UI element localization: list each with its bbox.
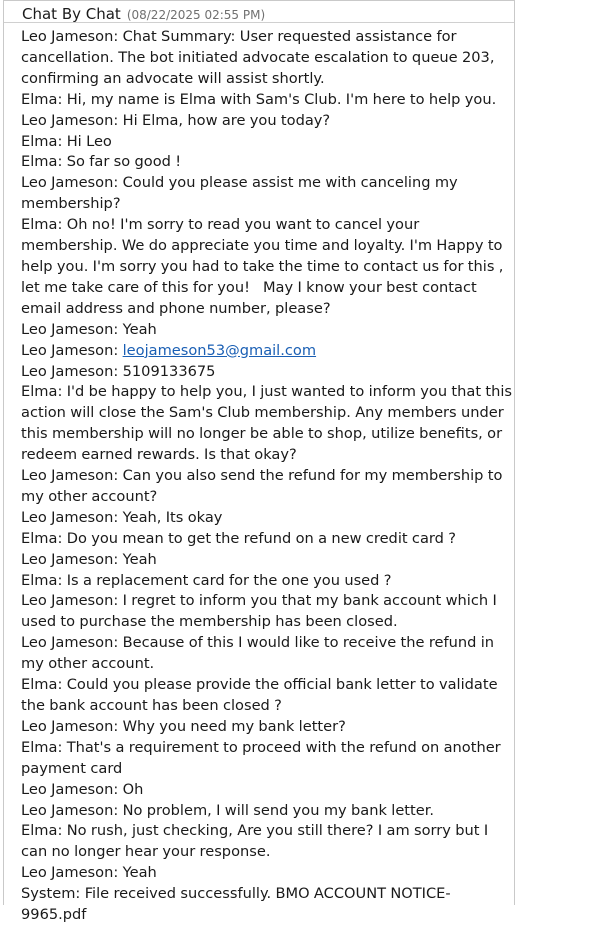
message-text: No problem, I will send you my bank letter. — [122, 801, 435, 819]
chat-message: Elma: That's a requirement to proceed with the refund on another payment card — [21, 738, 506, 777]
message-speaker: Leo Jameson — [21, 634, 114, 652]
chat-message: System: File received successfully. BMO ACCOUNT NOTICE-9965.pdf — [21, 885, 451, 924]
message-speaker: Leo Jameson — [21, 320, 114, 338]
chat-message: Elma: Could you please provide the official bank letter to validate the bank account has been closed ? — [21, 676, 502, 714]
chat-message: Elma: No rush, just checking, Are you still there? I am sorry but I can no longer hear your response. — [21, 822, 493, 861]
message-text: Could you please assist me with canceling my membership? — [21, 174, 463, 213]
message-text: 5109133675 — [122, 362, 216, 380]
chat-message: Leo Jameson: I regret to inform you that my bank account which I used to purchase the membership has been closed. — [21, 592, 502, 631]
message-text: Why you need my bank letter? — [122, 717, 346, 735]
chat-message: Leo Jameson: 5109133675 — [21, 362, 216, 380]
message-speaker: Leo Jameson — [21, 550, 114, 568]
message-text: Can you also send the refund for my membership to my other account? — [21, 467, 507, 505]
message-text: That's a requirement to proceed with the refund on another payment card — [21, 738, 506, 777]
message-text: I'd be happy to help you, I just wanted to inform you that this action will close the Sam's Club membership. Any members under this membership will no longer be able to shop, utilize benefits, or redeem earned rewards. Is that okay? — [21, 383, 517, 464]
message-speaker: Leo Jameson — [21, 362, 114, 380]
chat-message-list — [21, 27, 517, 926]
message-text: Yeah — [122, 550, 157, 568]
message-speaker: Elma — [21, 529, 58, 547]
message-speaker: Leo Jameson — [21, 780, 114, 798]
chat-message: Leo Jameson: Chat Summary: User requested assistance for cancellation. The bot initiated advocate escalation to queue 203, confirming an advocate will assist shortly. — [21, 28, 499, 87]
message-speaker: Elma — [21, 90, 58, 108]
message-speaker: Leo Jameson — [21, 28, 114, 45]
message-text: Yeah — [122, 320, 157, 338]
message-text: Yeah, Its okay — [122, 508, 223, 526]
message-speaker: Leo Jameson — [21, 508, 114, 526]
message-text: Because of this I would like to receive the refund in my other account. — [21, 634, 499, 673]
chat-transcript-panel — [3, 0, 517, 924]
message-text: Hi Elma, how are you today? — [122, 111, 331, 129]
message-speaker: Leo Jameson — [21, 864, 114, 882]
message-speaker: Leo Jameson — [21, 111, 114, 129]
chat-message: Elma: So far so good ! — [21, 153, 182, 171]
message-text: Yeah — [122, 864, 157, 882]
chat-message: Leo Jameson: Because of this I would like to receive the refund in my other account. — [21, 634, 499, 673]
message-text: Could you please provide the official bank letter to validate the bank account has been closed ? — [21, 676, 502, 714]
message-text: So far so good ! — [66, 153, 182, 171]
chat-message: Leo Jameson: Hi Elma, how are you today? — [21, 111, 331, 129]
chat-message: Leo Jameson: Yeah — [21, 320, 157, 338]
message-text: Chat Summary: User requested assistance for cancellation. The bot initiated advocate escalation to queue 203, confirming an advocate will assist shortly. — [21, 28, 499, 87]
message-speaker: Leo Jameson — [21, 341, 114, 359]
message-speaker: Elma — [21, 822, 58, 840]
chat-message: Leo Jameson: No problem, I will send you my bank letter. — [21, 801, 435, 819]
chat-message: Leo Jameson: Can you also send the refund for my membership to my other account? — [21, 467, 507, 505]
email-link[interactable]: leojameson53@gmail.com — [122, 341, 317, 359]
message-speaker: Elma — [21, 383, 58, 401]
chat-message: Elma: Do you mean to get the refund on a new credit card ? — [21, 529, 456, 547]
message-speaker: Elma — [21, 153, 58, 171]
message-speaker: Elma — [21, 738, 58, 756]
chat-message: Elma: Is a replacement card for the one you used ? — [21, 571, 392, 589]
message-speaker: Elma — [21, 571, 58, 589]
message-speaker: System — [21, 885, 76, 903]
message-speaker: Leo Jameson — [21, 467, 114, 485]
chat-message: Leo Jameson: Yeah — [21, 864, 157, 882]
chat-message: Leo Jameson: Oh — [21, 780, 144, 798]
message-text: Is a replacement card for the one you used ? — [66, 571, 392, 589]
message-speaker: Elma — [21, 132, 58, 150]
message-text: Oh — [122, 780, 144, 798]
message-speaker: Leo Jameson — [21, 174, 114, 192]
message-speaker: Leo Jameson — [21, 801, 114, 819]
chat-message: Leo Jameson: Yeah, Its okay — [21, 508, 223, 526]
message-text: Do you mean to get the refund on a new credit card ? — [66, 529, 456, 547]
chat-header — [4, 1, 514, 23]
chat-message: Elma: I'd be happy to help you, I just wanted to inform you that this action will close the Sam's Club membership. Any members under this membership will no longer be able to shop, utilize benefits, or redeem earned rewards. Is that okay? — [21, 383, 517, 464]
chat-message: Elma: Oh no! I'm sorry to read you want to cancel your membership. We do appreciate you time and loyalty. I'm Happy to help you. I'm sorry you had to take the time to contact us for this , let me take care of this for you! May I know your best contact email address and phone number, please? — [21, 216, 508, 317]
message-text: No rush, just checking, Are you still there? I am sorry but I can no longer hear your response. — [21, 822, 493, 861]
message-text: Oh no! I'm sorry to read you want to cancel your membership. We do appreciate you time and loyalty. I'm Happy to help you. I'm sorry you had to take the time to contact us for this , let me take care of this for you! May I know your best contact email address and phone number, please? — [21, 216, 508, 317]
message-text: I regret to inform you that my bank account which I used to purchase the membership has been closed. — [21, 592, 502, 631]
message-speaker: Leo Jameson — [21, 717, 114, 735]
message-text: File received successfully. BMO ACCOUNT NOTICE-9965.pdf — [21, 885, 451, 924]
message-text: Hi, my name is Elma with Sam's Club. I'm here to help you. — [66, 90, 497, 108]
chat-message: Leo Jameson: Yeah — [21, 550, 157, 568]
message-speaker: Elma — [21, 676, 58, 694]
chat-message: Leo Jameson: Could you please assist me with canceling my membership? — [21, 174, 463, 213]
chat-message: Elma: Hi, my name is Elma with Sam's Club. I'm here to help you. — [21, 90, 497, 108]
message-speaker: Elma — [21, 216, 58, 234]
message-text: Hi Leo — [66, 132, 112, 150]
chat-message: Leo Jameson: leojameson53@gmail.com — [21, 341, 317, 359]
message-speaker: Leo Jameson — [21, 592, 114, 610]
chat-title: Chat By Chat — [22, 5, 121, 23]
chat-message: Elma: Hi Leo — [21, 132, 112, 150]
chat-timestamp: (08/22/2025 02:55 PM) — [126, 8, 266, 22]
chat-message: Leo Jameson: Why you need my bank letter? — [21, 717, 346, 735]
